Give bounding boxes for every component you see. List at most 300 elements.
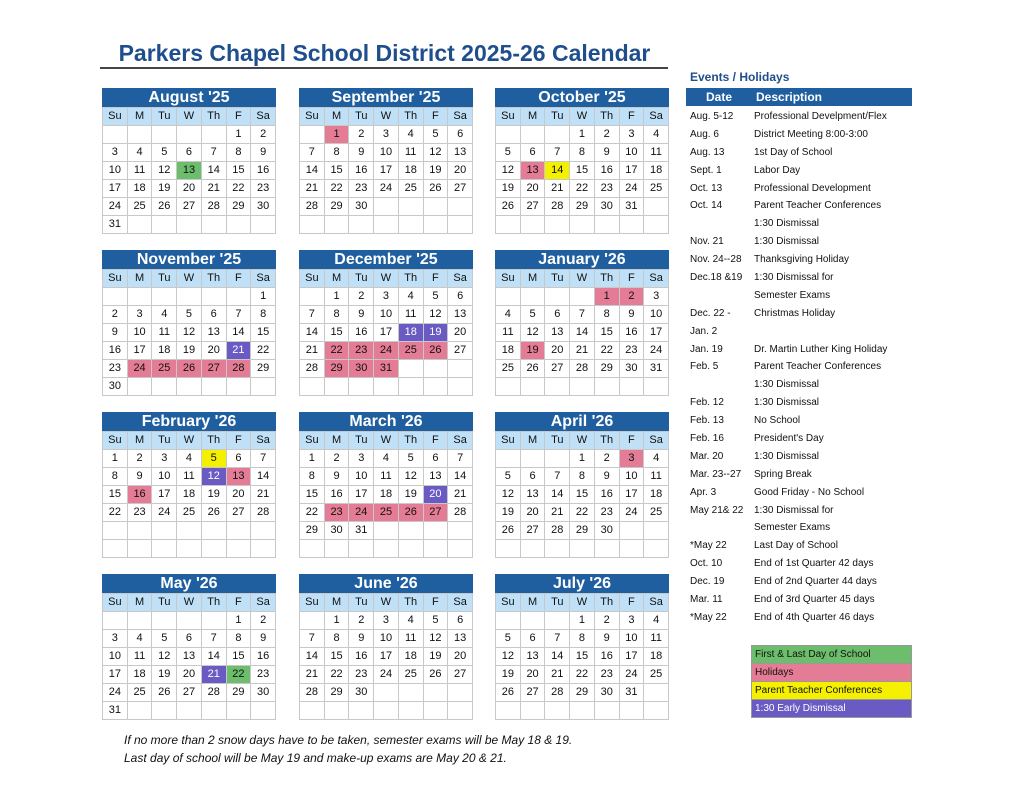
day-of-week-header: M [128, 270, 153, 288]
day-cell [399, 216, 424, 234]
day-cell: 12 [496, 486, 521, 504]
day-of-week-header: M [325, 594, 350, 612]
event-description: 1:30 Dismissal [754, 218, 820, 230]
day-cell: 24 [103, 684, 128, 702]
day-cell: 18 [399, 162, 424, 180]
day-cell: 19 [152, 180, 177, 198]
day-cell: 29 [325, 360, 350, 378]
event-date: Feb. 13 [690, 415, 724, 427]
day-cell: 8 [300, 468, 325, 486]
event-row [690, 358, 912, 376]
day-cell: 14 [202, 162, 227, 180]
day-of-week-header: W [570, 432, 595, 450]
day-cell: 17 [103, 666, 128, 684]
event-date: May 21& 22 [690, 504, 744, 516]
day-cell [424, 360, 449, 378]
day-cell: 9 [349, 630, 374, 648]
day-cell: 15 [227, 162, 252, 180]
day-of-week-header: F [620, 594, 645, 612]
day-of-week-header: Sa [251, 594, 276, 612]
month-grid [299, 107, 473, 234]
day-of-week-header: Th [202, 432, 227, 450]
day-cell: 7 [202, 630, 227, 648]
day-cell: 23 [103, 360, 128, 378]
day-cell: 21 [545, 180, 570, 198]
month-calendar [495, 412, 669, 558]
day-of-week-header: F [620, 108, 645, 126]
day-cell: 19 [202, 486, 227, 504]
day-cell [399, 360, 424, 378]
day-cell [374, 684, 399, 702]
day-cell: 30 [595, 522, 620, 540]
month-grid [102, 269, 276, 396]
day-of-week-header: Th [595, 594, 620, 612]
day-cell [349, 540, 374, 558]
day-cell [227, 216, 252, 234]
event-date: Aug. 13 [690, 146, 725, 158]
day-cell [521, 216, 546, 234]
day-cell: 19 [496, 666, 521, 684]
day-cell: 28 [545, 684, 570, 702]
day-of-week-header: Tu [152, 432, 177, 450]
day-cell: 12 [496, 162, 521, 180]
event-date: Nov. 21 [690, 236, 724, 248]
day-cell: 22 [227, 666, 252, 684]
day-cell [202, 522, 227, 540]
day-cell [152, 540, 177, 558]
day-cell [349, 378, 374, 396]
event-row [690, 215, 912, 233]
day-cell: 22 [325, 180, 350, 198]
day-cell: 14 [202, 648, 227, 666]
day-cell [448, 198, 473, 216]
day-cell: 14 [227, 324, 252, 342]
day-cell [325, 540, 350, 558]
day-cell [521, 288, 546, 306]
day-cell: 30 [251, 684, 276, 702]
legend [751, 646, 912, 718]
day-cell [545, 702, 570, 720]
day-cell [399, 198, 424, 216]
event-description: Parent Teacher Conferences [754, 361, 882, 373]
day-cell: 13 [521, 486, 546, 504]
day-cell: 19 [521, 342, 546, 360]
day-cell: 24 [128, 360, 153, 378]
day-cell [545, 378, 570, 396]
day-cell [202, 126, 227, 144]
event-description: 1st Day of School [754, 146, 833, 158]
day-cell: 9 [251, 630, 276, 648]
day-cell [595, 540, 620, 558]
day-cell [399, 378, 424, 396]
day-of-week-header: Su [496, 108, 521, 126]
day-cell: 13 [177, 162, 202, 180]
day-cell: 16 [103, 342, 128, 360]
day-cell: 2 [349, 288, 374, 306]
day-cell: 2 [595, 450, 620, 468]
day-cell: 21 [545, 504, 570, 522]
day-cell: 18 [644, 648, 669, 666]
day-cell: 5 [496, 630, 521, 648]
day-cell: 27 [448, 666, 473, 684]
day-cell: 15 [595, 324, 620, 342]
day-cell [595, 702, 620, 720]
day-cell: 9 [103, 324, 128, 342]
month-calendar [102, 88, 276, 234]
day-cell: 28 [202, 198, 227, 216]
event-date: Feb. 16 [690, 433, 724, 445]
day-cell: 12 [152, 162, 177, 180]
day-of-week-header: Sa [251, 432, 276, 450]
day-cell: 29 [325, 684, 350, 702]
month-calendar [102, 574, 276, 720]
day-cell: 21 [227, 342, 252, 360]
event-date: Mar. 20 [690, 450, 724, 462]
day-cell [202, 612, 227, 630]
day-cell: 3 [374, 612, 399, 630]
day-cell: 6 [424, 450, 449, 468]
day-cell: 23 [349, 666, 374, 684]
day-cell: 30 [349, 684, 374, 702]
day-of-week-header: Sa [448, 594, 473, 612]
day-cell: 20 [521, 666, 546, 684]
day-cell: 19 [424, 162, 449, 180]
event-row [690, 573, 912, 591]
day-cell: 3 [620, 450, 645, 468]
day-cell [496, 378, 521, 396]
day-of-week-header: Tu [349, 432, 374, 450]
day-cell: 27 [424, 504, 449, 522]
month-grid [495, 107, 669, 234]
legend-item: 1:30 Early Dismissal [751, 699, 912, 718]
event-row [690, 466, 912, 484]
month-grid [102, 107, 276, 234]
day-of-week-header: Sa [644, 108, 669, 126]
day-cell: 1 [103, 450, 128, 468]
day-cell [128, 702, 153, 720]
event-date: Aug. 5-12 [690, 111, 734, 122]
day-cell: 20 [424, 486, 449, 504]
day-cell: 14 [300, 648, 325, 666]
day-cell: 26 [152, 684, 177, 702]
day-cell: 7 [300, 144, 325, 162]
day-of-week-header: Su [103, 432, 128, 450]
event-date: Oct. 14 [690, 200, 723, 212]
day-cell [570, 540, 595, 558]
day-cell: 15 [570, 486, 595, 504]
day-cell [152, 126, 177, 144]
event-description: District Meeting 8:00-3:00 [754, 128, 868, 140]
footnote-line: If no more than 2 snow days have to be taken, semester exams will be May 18 & 19. [124, 733, 573, 747]
day-cell: 4 [496, 306, 521, 324]
day-cell: 11 [644, 144, 669, 162]
day-cell [595, 378, 620, 396]
day-cell: 22 [570, 666, 595, 684]
day-cell: 17 [374, 162, 399, 180]
day-cell: 20 [521, 180, 546, 198]
day-of-week-header: F [227, 594, 252, 612]
day-cell: 4 [128, 630, 153, 648]
day-cell: 27 [227, 504, 252, 522]
day-cell: 27 [545, 360, 570, 378]
day-cell: 11 [399, 306, 424, 324]
day-cell [448, 540, 473, 558]
day-cell [128, 522, 153, 540]
day-of-week-header: M [521, 270, 546, 288]
day-cell: 16 [595, 486, 620, 504]
day-cell: 10 [374, 144, 399, 162]
day-cell: 16 [251, 162, 276, 180]
day-cell [496, 612, 521, 630]
day-of-week-header: Sa [251, 270, 276, 288]
day-cell: 16 [595, 162, 620, 180]
day-cell [424, 540, 449, 558]
day-cell: 26 [496, 684, 521, 702]
day-of-week-header: W [374, 270, 399, 288]
day-cell [595, 216, 620, 234]
events-desc-header: Description [756, 90, 823, 104]
day-cell [103, 612, 128, 630]
day-cell [177, 702, 202, 720]
day-cell: 5 [177, 306, 202, 324]
day-cell: 22 [325, 342, 350, 360]
day-of-week-header: W [374, 108, 399, 126]
day-cell: 8 [595, 306, 620, 324]
day-cell: 7 [300, 306, 325, 324]
day-cell: 5 [496, 468, 521, 486]
day-cell: 27 [521, 522, 546, 540]
day-cell: 14 [448, 468, 473, 486]
day-cell: 17 [374, 648, 399, 666]
day-cell: 1 [300, 450, 325, 468]
day-cell: 30 [595, 198, 620, 216]
day-cell: 4 [644, 612, 669, 630]
day-of-week-header: M [128, 594, 153, 612]
day-cell [424, 216, 449, 234]
day-cell: 19 [177, 342, 202, 360]
day-of-week-header: Sa [448, 108, 473, 126]
day-of-week-header: M [325, 270, 350, 288]
day-cell [103, 540, 128, 558]
day-cell: 18 [152, 342, 177, 360]
day-cell: 28 [202, 684, 227, 702]
day-of-week-header: F [424, 270, 449, 288]
day-cell: 4 [152, 306, 177, 324]
day-cell: 28 [300, 684, 325, 702]
day-cell: 26 [521, 360, 546, 378]
day-cell [521, 378, 546, 396]
day-cell: 13 [521, 162, 546, 180]
day-cell: 12 [424, 306, 449, 324]
day-cell: 19 [496, 504, 521, 522]
day-cell [545, 450, 570, 468]
day-of-week-header: M [128, 108, 153, 126]
day-cell: 3 [620, 126, 645, 144]
day-of-week-header: Sa [448, 270, 473, 288]
day-cell [103, 126, 128, 144]
day-of-week-header: Tu [545, 108, 570, 126]
day-cell [570, 216, 595, 234]
day-cell: 14 [251, 468, 276, 486]
day-cell [177, 216, 202, 234]
day-cell: 18 [399, 648, 424, 666]
day-cell: 28 [227, 360, 252, 378]
day-cell: 13 [227, 468, 252, 486]
day-cell: 2 [349, 126, 374, 144]
day-cell: 5 [152, 144, 177, 162]
day-cell [300, 216, 325, 234]
day-cell: 29 [570, 684, 595, 702]
day-cell: 6 [227, 450, 252, 468]
day-cell: 21 [202, 666, 227, 684]
day-of-week-header: W [374, 432, 399, 450]
day-cell: 19 [399, 486, 424, 504]
month-calendar [102, 412, 276, 558]
day-cell: 11 [399, 630, 424, 648]
day-cell [152, 612, 177, 630]
day-cell: 9 [595, 144, 620, 162]
day-of-week-header: F [424, 594, 449, 612]
day-cell [202, 702, 227, 720]
day-cell: 1 [570, 450, 595, 468]
day-of-week-header: Th [595, 108, 620, 126]
month-calendar [495, 574, 669, 720]
day-cell: 6 [202, 306, 227, 324]
event-description: Labor Day [754, 164, 801, 176]
event-date: Dec.18 &19 [690, 272, 743, 284]
day-cell: 1 [227, 612, 252, 630]
month-title: April '26 [495, 412, 669, 431]
day-cell: 2 [128, 450, 153, 468]
day-cell [644, 522, 669, 540]
day-cell: 26 [424, 180, 449, 198]
day-cell: 14 [570, 324, 595, 342]
day-cell: 25 [644, 504, 669, 522]
month-title: September '25 [299, 88, 473, 107]
day-cell: 25 [399, 180, 424, 198]
month-title: March '26 [299, 412, 473, 431]
day-cell: 1 [570, 126, 595, 144]
day-cell: 14 [300, 162, 325, 180]
events-header [686, 88, 912, 106]
day-cell: 4 [399, 126, 424, 144]
month-calendar [495, 250, 669, 396]
day-cell [424, 198, 449, 216]
day-cell: 27 [521, 684, 546, 702]
day-cell: 24 [374, 666, 399, 684]
day-cell [374, 702, 399, 720]
day-of-week-header: F [424, 432, 449, 450]
event-date: Jan. 2 [690, 325, 718, 337]
day-cell [399, 522, 424, 540]
day-cell: 29 [570, 522, 595, 540]
day-cell [399, 702, 424, 720]
day-cell: 15 [325, 324, 350, 342]
day-cell: 27 [177, 684, 202, 702]
day-of-week-header: Th [202, 270, 227, 288]
day-of-week-header: F [227, 108, 252, 126]
month-title: May '26 [102, 574, 276, 593]
day-cell: 21 [300, 180, 325, 198]
day-cell: 3 [152, 450, 177, 468]
day-cell: 8 [325, 630, 350, 648]
day-cell: 18 [496, 342, 521, 360]
day-cell: 1 [325, 612, 350, 630]
month-grid [299, 431, 473, 558]
day-cell: 24 [620, 180, 645, 198]
day-cell: 7 [227, 306, 252, 324]
event-date: Mar. 23--27 [690, 468, 742, 480]
event-description: 1:30 Dismissal [754, 397, 820, 409]
day-of-week-header: Su [496, 594, 521, 612]
day-cell [448, 216, 473, 234]
day-of-week-header: Su [103, 270, 128, 288]
day-of-week-header: Th [595, 432, 620, 450]
day-cell [300, 702, 325, 720]
day-cell: 22 [570, 504, 595, 522]
day-of-week-header: Th [399, 432, 424, 450]
day-of-week-header: W [177, 594, 202, 612]
month-grid [102, 593, 276, 720]
day-cell [227, 522, 252, 540]
day-cell: 20 [545, 342, 570, 360]
month-calendar [495, 88, 669, 234]
day-cell: 29 [570, 198, 595, 216]
event-row [690, 394, 912, 412]
day-cell: 23 [595, 504, 620, 522]
day-cell: 10 [128, 324, 153, 342]
event-row [690, 233, 912, 251]
event-row [690, 484, 912, 502]
day-cell: 25 [374, 504, 399, 522]
day-cell: 27 [177, 198, 202, 216]
day-cell: 15 [570, 648, 595, 666]
day-cell: 2 [103, 306, 128, 324]
day-cell: 20 [448, 324, 473, 342]
day-of-week-header: Sa [644, 594, 669, 612]
event-date: *May 22 [690, 540, 727, 552]
title-rule [100, 67, 668, 69]
day-cell [496, 288, 521, 306]
day-cell: 27 [521, 198, 546, 216]
day-cell: 28 [251, 504, 276, 522]
event-description: 1:30 Dismissal [754, 236, 820, 248]
day-cell: 2 [325, 450, 350, 468]
day-cell: 25 [644, 180, 669, 198]
day-cell: 31 [644, 360, 669, 378]
month-title: January '26 [495, 250, 669, 269]
day-cell [424, 378, 449, 396]
day-cell: 3 [128, 306, 153, 324]
day-cell: 2 [251, 126, 276, 144]
day-cell: 20 [448, 162, 473, 180]
day-cell: 2 [620, 288, 645, 306]
month-grid [495, 431, 669, 558]
event-row [690, 591, 912, 609]
month-grid [102, 431, 276, 558]
event-description: Professional Development [754, 182, 871, 194]
day-cell: 24 [374, 342, 399, 360]
day-of-week-header: Th [595, 270, 620, 288]
event-description: 1:30 Dismissal for [754, 272, 834, 284]
day-cell: 21 [570, 342, 595, 360]
day-of-week-header: W [177, 270, 202, 288]
event-row [690, 126, 912, 144]
day-cell [521, 702, 546, 720]
day-cell: 13 [424, 468, 449, 486]
day-of-week-header: Su [300, 270, 325, 288]
day-cell: 6 [177, 144, 202, 162]
